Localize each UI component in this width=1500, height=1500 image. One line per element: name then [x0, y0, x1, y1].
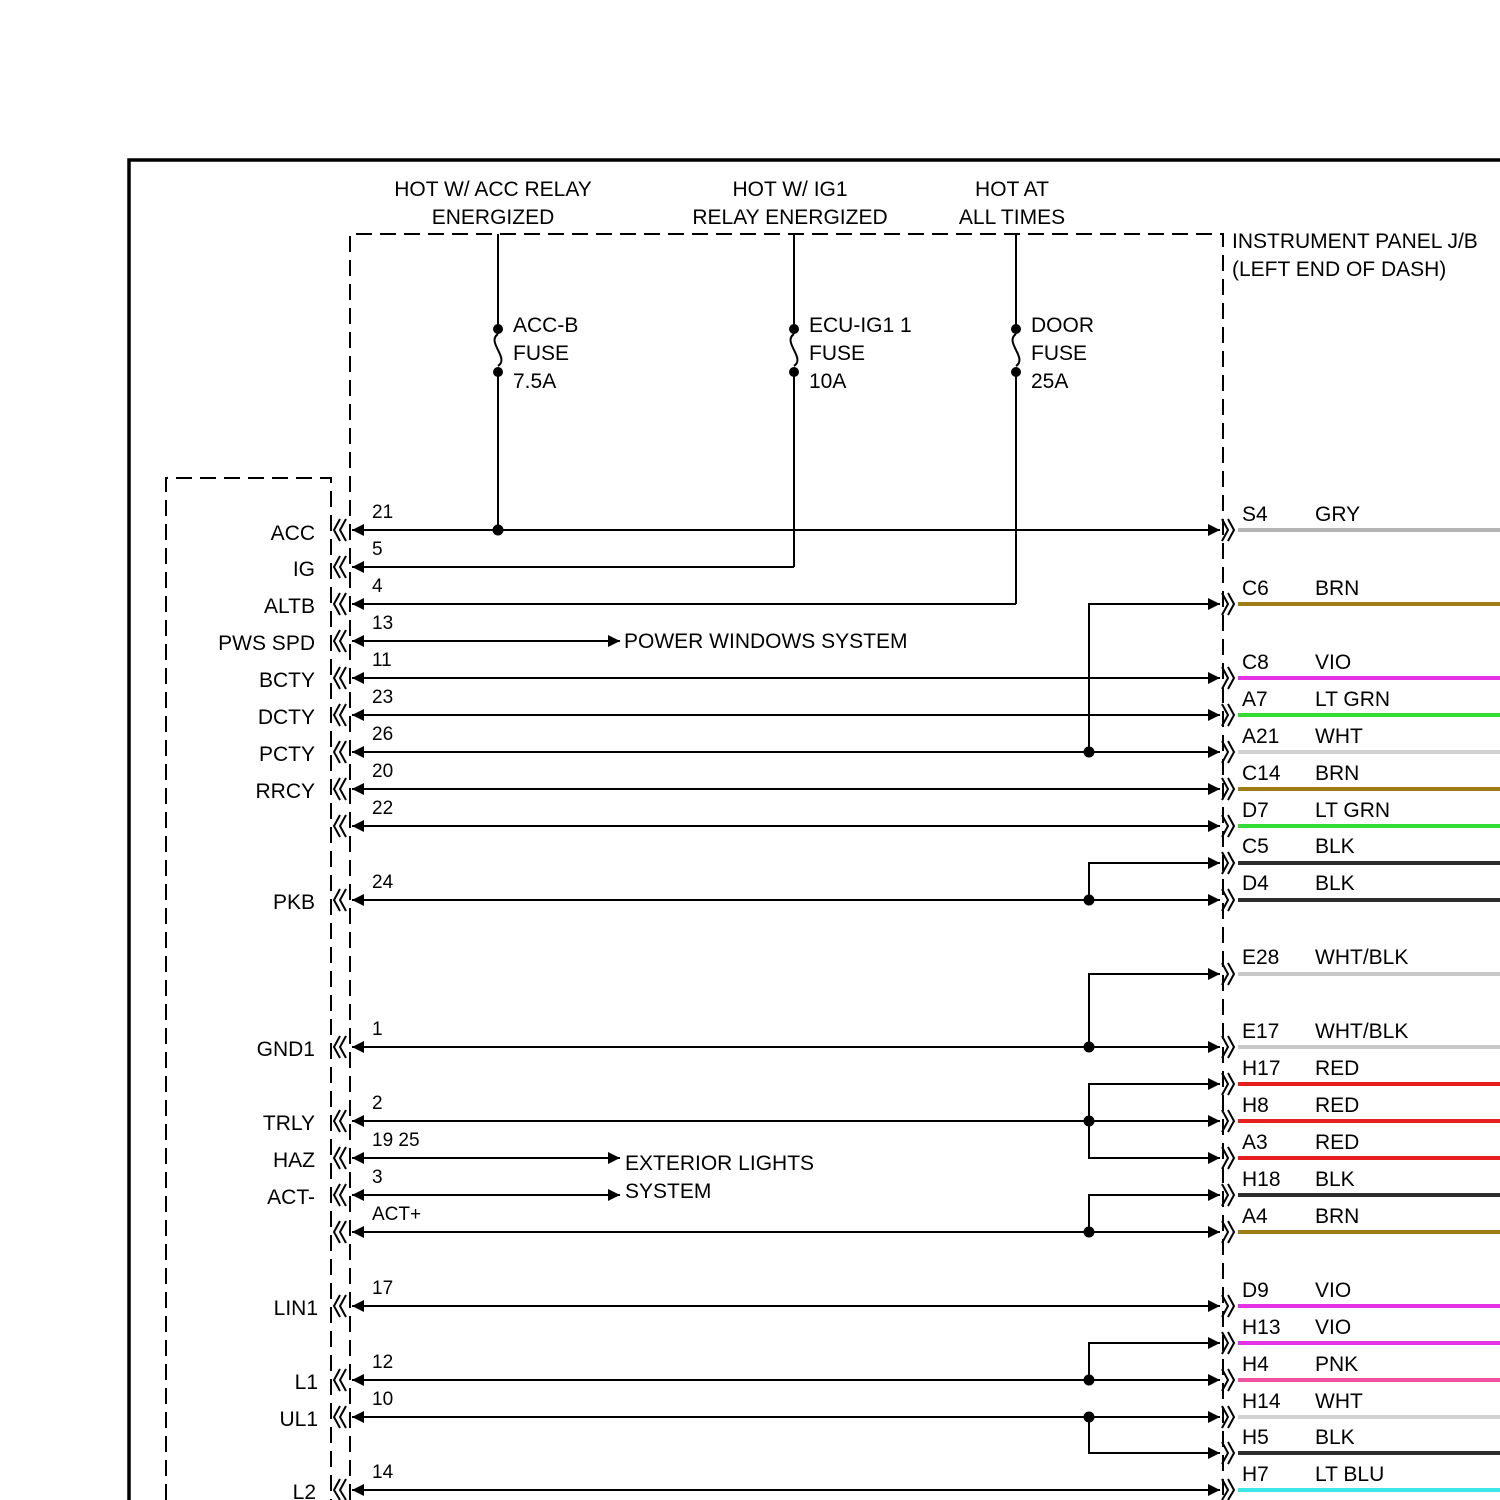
ecu-pin-number: 3: [372, 1167, 383, 1188]
jb-pin-id: C5: [1242, 835, 1269, 858]
supply-header-acc-line1: HOT W/ ACC RELAY: [394, 178, 592, 201]
exterior-lights-system-label: EXTERIOR LIGHTS: [625, 1152, 815, 1175]
jb-pin-id: H5: [1242, 1426, 1269, 1449]
jb-wire-color: BRN: [1315, 762, 1360, 785]
external-cables: [1238, 530, 1500, 1490]
fuse-ig1-word: FUSE: [809, 342, 866, 365]
ecu-terminal-name: L1: [294, 1371, 318, 1394]
fuse-acc-word: FUSE: [513, 342, 570, 365]
ecu-pin-number: 21: [372, 502, 394, 523]
fuse-door-rating: 25A: [1031, 370, 1069, 393]
jb-wire-color: RED: [1315, 1131, 1360, 1154]
jb-wire-color: WHT: [1315, 1390, 1363, 1413]
ecu-terminal-name: PCTY: [258, 743, 315, 766]
supply-header-ig1-line1: HOT W/ IG1: [732, 178, 848, 201]
ecu-terminal-name: HAZ: [273, 1149, 315, 1172]
supply-header-hot-line1: HOT AT: [975, 178, 1049, 201]
ecu-terminal-name: ACT-: [267, 1186, 315, 1209]
jb-pin-id: E28: [1242, 946, 1280, 969]
supply-header-acc-line2: ENERGIZED: [431, 206, 555, 229]
jb-wire-color: WHT: [1315, 725, 1363, 748]
ecu-pin-numbers: [372, 502, 421, 1483]
jb-pin-id: C14: [1242, 762, 1281, 785]
jb-wire-color: LT GRN: [1315, 688, 1391, 711]
jb-wire-color: LT GRN: [1315, 799, 1391, 822]
jb-wire-color: PNK: [1315, 1353, 1359, 1376]
supply-header-ig1-line2: RELAY ENERGIZED: [692, 206, 888, 229]
jb-pin-labels: [1242, 503, 1408, 1486]
jb-wire-color: VIO: [1315, 651, 1352, 674]
supply-header-hot-line2: ALL TIMES: [958, 206, 1066, 229]
ecu-pin-number: 19 25: [372, 1130, 420, 1151]
jb-pin-id: H7: [1242, 1463, 1269, 1486]
ecu-terminal-name: GND1: [256, 1038, 315, 1061]
jb-pin-id: H13: [1242, 1316, 1281, 1339]
ecu-pin-number: 2: [372, 1093, 383, 1114]
jb-wire-color: WHT/BLK: [1315, 946, 1409, 969]
jb-pin-id: H18: [1242, 1168, 1281, 1191]
ecu-terminal-name: L2: [292, 1481, 316, 1500]
fuse-ig1-rating: 10A: [809, 370, 847, 393]
fuse-door-word: FUSE: [1031, 342, 1088, 365]
ecu-terminal-name: ACC: [270, 522, 315, 545]
jb-wire-color: BLK: [1315, 835, 1355, 858]
jb-wire-color: GRY: [1315, 503, 1361, 526]
ecu-pin-number: 10: [372, 1389, 394, 1410]
jb-pin-id: H14: [1242, 1390, 1281, 1413]
jb-wire-color: RED: [1315, 1094, 1360, 1117]
jb-pin-id: C6: [1242, 577, 1269, 600]
jb-wire-color: BLK: [1315, 1426, 1355, 1449]
jb-wire-color: BRN: [1315, 577, 1360, 600]
fuse-door-symbol: [1011, 324, 1021, 377]
jb-wire-color: RED: [1315, 1057, 1360, 1080]
ecu-terminal-name: LIN1: [273, 1297, 318, 1320]
ecu-terminal-name: TRLY: [262, 1112, 315, 1135]
junction-block-title: INSTRUMENT PANEL J/B: [1232, 230, 1478, 253]
splice-points: [493, 525, 1095, 1423]
fuse-ig1-symbol: [789, 324, 799, 377]
ecu-terminal-name: UL1: [279, 1408, 318, 1431]
jb-pin-id: A3: [1242, 1131, 1268, 1154]
fuse-door-name: DOOR: [1031, 314, 1094, 337]
fuse-acc-symbol: [493, 324, 503, 377]
ecu-terminal-name: BCTY: [258, 669, 315, 692]
ecu-pin-number: 1: [372, 1019, 383, 1040]
ecu-pin-number: 23: [372, 687, 394, 708]
jb-wire-color: BLK: [1315, 1168, 1355, 1191]
jb-pin-id: H8: [1242, 1094, 1269, 1117]
ecu-pin-number: 12: [372, 1352, 394, 1373]
exterior-lights-system-label-line2: SYSTEM: [625, 1180, 712, 1203]
ecu-pin-number: 5: [372, 539, 383, 560]
jb-pin-id: E17: [1242, 1020, 1280, 1043]
fuse-acc-name: ACC-B: [513, 314, 579, 337]
fuse-ig1-name: ECU-IG1 1: [809, 314, 912, 337]
ecu-pin-number: 4: [372, 576, 383, 597]
jb-pin-id: A21: [1242, 725, 1280, 748]
power-windows-system-label: POWER WINDOWS SYSTEM: [624, 630, 908, 653]
ecu-terminal-name: PWS SPD: [218, 632, 315, 655]
jb-pin-id: H4: [1242, 1353, 1269, 1376]
jb-pin-id: S4: [1242, 503, 1268, 526]
jb-pin-id: D7: [1242, 799, 1269, 822]
jb-wire-color: LT BLU: [1315, 1463, 1385, 1486]
internal-wires: [352, 530, 1220, 1490]
ecu-pin-number: ACT+: [372, 1204, 422, 1225]
ecu-pin-number: 14: [372, 1462, 394, 1483]
jb-wire-color: VIO: [1315, 1279, 1352, 1302]
ecu-pin-number: 13: [372, 613, 394, 634]
junction-block-location: (LEFT END OF DASH): [1232, 258, 1447, 281]
ecu-terminal-name: IG: [292, 558, 315, 581]
ecu-terminal-names: [218, 522, 318, 1500]
jb-wire-color: BLK: [1315, 872, 1355, 895]
jb-pin-id: A7: [1242, 688, 1268, 711]
ecu-pin-number: 26: [372, 724, 394, 745]
junction-block-boundary: [350, 234, 1223, 1500]
ecu-pin-number: 22: [372, 798, 394, 819]
ecu-terminal-name: ALTB: [264, 595, 315, 618]
fuse-acc-rating: 7.5A: [513, 370, 557, 393]
jb-pin-id: A4: [1242, 1205, 1268, 1228]
jb-wire-color: BRN: [1315, 1205, 1360, 1228]
jb-wire-color: VIO: [1315, 1316, 1352, 1339]
ecu-pin-number: 11: [372, 650, 392, 671]
jb-pin-id: H17: [1242, 1057, 1281, 1080]
ecu-terminal-name: RRCY: [255, 780, 315, 803]
ecu-terminal-name: PKB: [272, 891, 315, 914]
ecu-connector-brackets: [334, 519, 346, 1500]
jb-pin-id: D9: [1242, 1279, 1269, 1302]
ecu-pin-number: 20: [372, 761, 394, 782]
jb-wire-color: WHT/BLK: [1315, 1020, 1409, 1043]
ecu-terminal-name: DCTY: [257, 706, 315, 729]
ecu-pin-number: 17: [372, 1278, 394, 1299]
ecu-pin-number: 24: [372, 872, 394, 893]
jb-pin-id: D4: [1242, 872, 1269, 895]
jb-pin-id: C8: [1242, 651, 1269, 674]
